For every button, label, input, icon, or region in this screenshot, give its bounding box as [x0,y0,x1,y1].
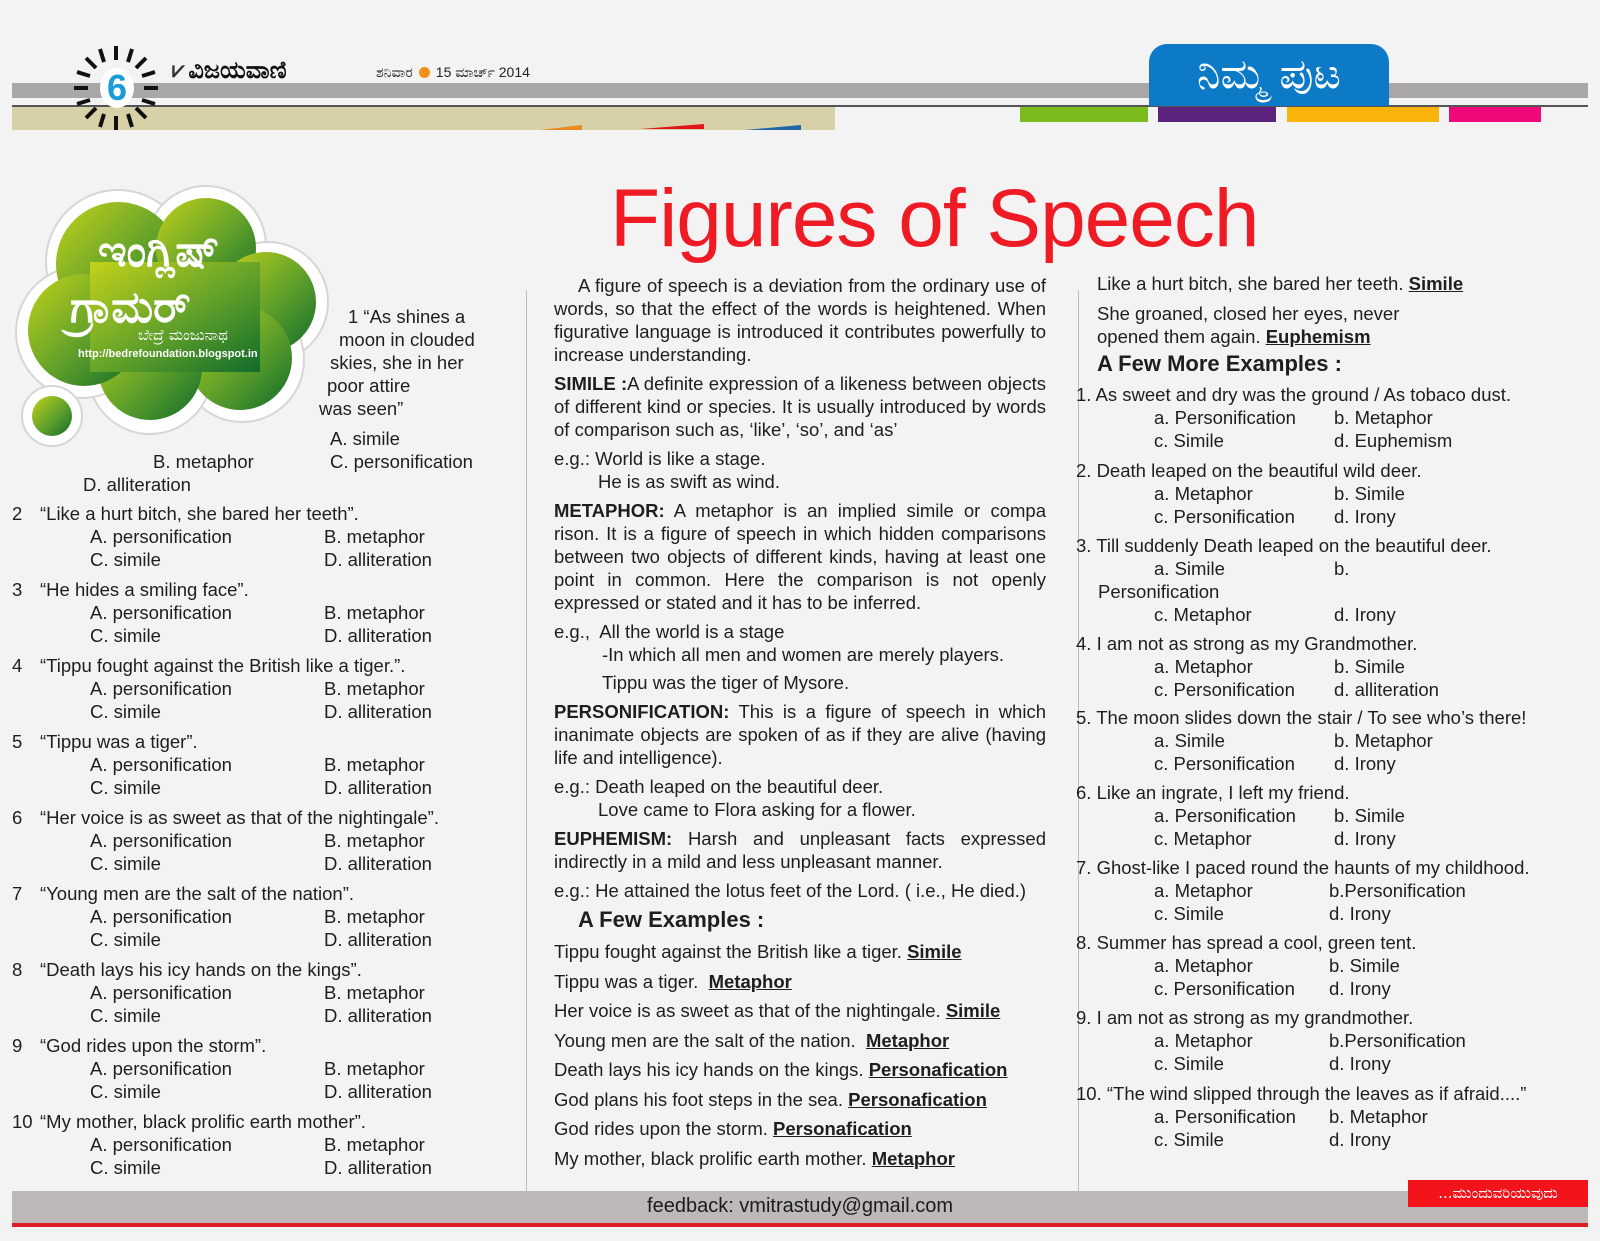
simile-text: A definite expression of a likeness between objects of different kind or species. It is usually introduced by words of comparison such as, ‘like’, ‘so’, and ‘as’ [554,373,1046,440]
option-d: D. alliteration [324,1157,432,1178]
option-b: b. Simile [1334,483,1405,504]
q1-option-c: C. personification [330,451,473,472]
question-text: “Tippu was a tiger”. [40,731,198,752]
q1-line: moon in clouded [339,329,475,350]
option-b: b. Simile [1329,955,1400,976]
author-name: ಬೇದ್ರೆ ಮಂಜುನಾಥ [138,326,228,344]
option-a: A. personification [90,754,232,775]
option-b: b. Metaphor [1334,730,1433,751]
option-a: A. personification [90,1134,232,1155]
example-sentence: She groaned, closed her eyes, never [1097,303,1400,324]
example-sentence: My mother, black prolific earth mother. [554,1147,867,1169]
option-c: c. Simile [1154,1053,1224,1074]
question-number: 2 [12,503,23,524]
eg-label: e.g.: [554,776,590,797]
option-b: b. Simile [1334,805,1405,826]
option-a: A. personification [90,602,232,623]
option-d: d. alliteration [1334,679,1439,700]
more-example-question [1076,459,1598,528]
option-d: d. Irony [1334,506,1396,527]
example-answer: Simile [1408,273,1464,294]
column-divider [1078,290,1079,1200]
option-b-wrap: Personification [1098,581,1220,602]
example-answer: Personafication [773,1118,912,1139]
euphemism-term: EUPHEMISM: [554,828,673,849]
example-answer: Metaphor [708,970,792,992]
example-item [554,996,1046,1026]
q1-line: was seen” [319,398,404,419]
option-a: A. personification [90,1058,232,1079]
option-c: C. simile [90,1157,161,1178]
more-example-question [1076,1082,1598,1151]
option-d: d. Irony [1329,903,1391,924]
question-text: 5. The moon slides down the stair / To see who’s there! [1076,707,1527,728]
metaphor-text: A metaphor is an implied simile or compa rison. It is a figure of speech in which hidden comparisons between two objects of different kinds, having at least one point in common. Here the comparison is not openly expressed or stated and it has to be inferred. [554,500,1046,613]
example-sentence: opened them again. [1097,326,1261,347]
option-c: C. simile [90,625,161,646]
question-number: 10 [12,1111,33,1132]
eg-label: e.g., [554,621,590,642]
q1-option-a: A. simile [330,428,400,449]
example-answer: Euphemism [1265,326,1371,347]
example-item [554,1055,1046,1085]
more-examples-heading: A Few More Examples : [1097,351,1342,376]
color-bar-purple [1158,107,1276,122]
question-number: 3 [12,579,23,600]
newspaper-name: ವಿಜಯವಾಣಿ [188,56,287,84]
quiz-question [12,578,492,647]
example-answer: Simile [907,941,962,962]
option-b: B. metaphor [324,982,425,1003]
option-c: C. simile [90,929,161,950]
quiz-question [12,806,492,875]
example-sentence: Young men are the salt of the nation. [554,1029,856,1051]
question-text: “Her voice is as sweet as that of the nightingale”. [40,807,439,828]
quiz-question [12,958,492,1027]
option-b: b.Personification [1329,1030,1466,1051]
option-d: d. Irony [1329,978,1391,999]
newspaper-logo [172,56,287,84]
euphemism-examples [554,879,1046,902]
question-text: “Death lays his icy hands on the kings”. [40,959,362,980]
question-number: 6 [12,807,23,828]
question-text: “God rides upon the storm”. [40,1035,267,1056]
option-d: d. Irony [1329,1053,1391,1074]
option-a: A. personification [90,906,232,927]
example: World is like a stage. [595,448,766,469]
option-c: c. Personification [1154,978,1295,999]
example-answer: Personafication [868,1059,1008,1080]
more-example-question [1076,534,1598,626]
option-a: a. Metaphor [1154,483,1253,504]
option-a: a. Metaphor [1154,1030,1253,1051]
option-a: a. Personification [1154,407,1296,428]
page-title: Figures of Speech [610,173,1259,264]
question-number: 7 [12,883,23,904]
question-number: 8 [12,959,23,980]
example-item [554,1026,1046,1056]
personification-examples [554,775,1046,821]
option-d: d. Irony [1334,828,1396,849]
option-b: B. metaphor [324,526,425,547]
example: He attained the lotus feet of the Lord. ( i.e., He died.) [595,880,1027,901]
example-answer: Personafication [848,1088,987,1110]
euphemism-text: Harsh and unpleasant facts expressed indirectly in a mild and less unpleasant manner. [554,828,1046,872]
q1-line: 1 “As shines a [348,306,466,327]
example-answer: Metaphor [871,1147,955,1169]
dateline [376,64,530,81]
example-sentence: Tippu fought against the British like a tiger. [554,941,902,962]
personification-term: PERSONIFICATION: [554,701,730,722]
quiz-question [12,882,492,951]
more-example-question [1076,781,1598,850]
option-c: C. simile [90,1005,161,1026]
example: All the world is a stage [599,621,785,642]
logo-line1: ಇಂಗ್ಲಿಷ್ [98,226,220,277]
option-b: b. [1334,558,1350,579]
more-example-question [1076,383,1598,452]
question-text: 10. “The wind slipped through the leaves as if afraid....” [1076,1083,1527,1104]
option-b: b. Metaphor [1329,1106,1428,1127]
question-text: “Like a hurt bitch, she bared her teeth”. [40,503,359,524]
option-d: D. alliteration [324,1081,432,1102]
option-b: b. Metaphor [1334,407,1433,428]
option-b: b. Simile [1334,656,1405,677]
option-b: B. metaphor [324,678,425,699]
q1-option-b: B. metaphor [153,451,254,472]
option-d: D. alliteration [324,777,432,798]
q1-option-d: D. alliteration [83,474,191,495]
question-text: 9. I am not as strong as my grandmother. [1076,1007,1414,1028]
english-grammar-logo [10,182,332,457]
option-b: b.Personification [1329,880,1466,901]
option-c: c. Simile [1154,430,1224,451]
column-divider [526,290,527,1200]
bullet-dot-icon [419,67,430,78]
option-a: a. Simile [1154,558,1225,579]
option-d: D. alliteration [324,701,432,722]
blog-url: http://bedrefoundation.blogspot.in [78,348,258,360]
example-item [554,1085,1046,1115]
example-sentence: Tippu was a tiger. [554,970,699,992]
metaphor-examples [554,620,1046,694]
option-a: a. Metaphor [1154,955,1253,976]
question-text: 2. Death leaped on the beautiful wild deer. [1076,460,1422,481]
option-d: D. alliteration [324,625,432,646]
example-answer: Metaphor [865,1029,950,1051]
question-text: 8. Summer has spread a cool, green tent. [1076,932,1417,953]
simile-term: SIMILE : [554,373,628,394]
simile-definition [554,372,1046,441]
option-d: D. alliteration [324,1005,432,1026]
continued-label: ...ಮುಂದುವರಿಯುವುದು [1408,1180,1588,1207]
example-sentence: God rides upon the storm. [554,1118,768,1139]
question-text: “Young men are the salt of the nation”. [40,883,355,904]
more-example-question [1076,931,1598,1000]
option-b: B. metaphor [324,1058,425,1079]
option-c: C. simile [90,701,161,722]
example-sentence: God plans his foot steps in the sea. [554,1088,843,1110]
option-a: a. Simile [1154,730,1225,751]
option-b: B. metaphor [324,754,425,775]
option-c: c. Simile [1154,903,1224,924]
option-d: D. alliteration [324,929,432,950]
example: -In which all men and women are merely players. [602,644,1005,665]
euphemism-definition [554,827,1046,873]
option-a: A. personification [90,678,232,699]
option-d: d. Euphemism [1334,430,1453,451]
option-d: D. alliteration [324,549,432,570]
q1-line: poor attire [327,375,411,396]
example-item [554,937,1046,967]
option-c: c. Personification [1154,679,1295,700]
bird-logo-icon: ⩗ [172,57,185,83]
example: Love came to Flora asking for a flower. [598,799,916,820]
option-d: D. alliteration [324,853,432,874]
question-text: “My mother, black prolific earth mother”. [40,1111,366,1132]
example-item [554,967,1046,997]
quiz-question [12,1034,492,1103]
question-text: “He hides a smiling face”. [40,579,249,600]
metaphor-definition [554,499,1046,614]
few-examples-list [554,937,1046,1173]
option-c: c. Simile [1154,1129,1224,1150]
q1-line: skies, she in her [330,352,464,373]
question-number: 9 [12,1035,23,1056]
question-text: 1. As sweet and dry was the ground / As tobaco dust. [1076,384,1512,405]
quiz-question [12,654,492,723]
option-c: C. simile [90,853,161,874]
question-text: 7. Ghost-like I paced round the haunts of my childhood. [1076,857,1530,878]
option-c: c. Metaphor [1154,828,1252,849]
option-b: B. metaphor [324,906,425,927]
option-c: C. simile [90,549,161,570]
eg-label: e.g.: [554,448,590,469]
metaphor-term: METAPHOR: [554,500,665,521]
definitions-column [554,274,1046,1173]
option-d: d. Irony [1334,753,1396,774]
example-item [1097,272,1463,295]
few-examples-heading: A Few Examples : [578,907,765,932]
eg-label: e.g.: [554,880,590,901]
option-a: a. Metaphor [1154,656,1253,677]
question-text: 6. Like an ingrate, I left my friend. [1076,782,1350,803]
example-item [1097,302,1399,348]
feedback-email: feedback: vmitrastudy@gmail.com [647,1195,953,1217]
option-b: B. metaphor [324,830,425,851]
footer-red-rule [12,1223,1588,1227]
option-a: A. personification [90,982,232,1003]
quiz-question [12,502,492,571]
question-text: 3. Till suddenly Death leaped on the beautiful deer. [1076,535,1492,556]
option-c: c. Metaphor [1154,604,1252,625]
option-d: d. Irony [1329,1129,1391,1150]
section-title-tab: ನಿಮ್ಮ ಪುಟ [1149,44,1389,106]
example: Death leaped on the beautiful deer. [595,776,884,797]
option-a: a. Metaphor [1154,880,1253,901]
personification-text: This is a figure of speech in which inanimate objects are spoken of as if they are alive (having life and intelligence). [554,701,1046,768]
example: He is as swift as wind. [598,471,780,492]
quiz-question [12,730,492,799]
example-item [554,1114,1046,1144]
option-a: a. Personification [1154,805,1296,826]
option-b: B. metaphor [324,602,425,623]
more-example-question [1076,1006,1598,1075]
option-a: a. Personification [1154,1106,1296,1127]
option-d: d. Irony [1334,604,1396,625]
more-example-question [1076,632,1598,701]
question-number: 4 [12,655,23,676]
color-bar-pink [1449,107,1541,122]
example-sentence: Like a hurt bitch, she bared her teeth. [1097,273,1404,294]
option-a: A. personification [90,526,232,547]
date: 15 ಮಾರ್ಚ್ 2014 [435,64,530,80]
option-a: A. personification [90,830,232,851]
more-example-question [1076,856,1598,925]
simile-examples [554,447,1046,493]
page-number: 6 [100,68,134,108]
more-example-question [1076,706,1598,775]
example-item [554,1144,1046,1174]
color-bar-yellow [1287,107,1439,122]
option-c: c. Personification [1154,506,1295,527]
personification-definition [554,700,1046,769]
question-text: 4. I am not as strong as my Grandmother. [1076,633,1418,654]
intro-paragraph: A figure of speech is a deviation from the ordinary use of words, so that the effect of the words is heightened. When figurative language is introduced it contributes powerfully to increase understanding. [554,275,1046,365]
question-text: “Tippu fought against the British like a tiger.”. [40,655,406,676]
example: Tippu was the tiger of Mysore. [602,672,850,693]
logo-line2: ಗ್ರಾಮರ್ [70,282,191,333]
option-c: C. simile [90,777,161,798]
question-number: 5 [12,731,23,752]
color-bar-green [1020,107,1148,122]
example-answer: Simile [945,1000,1001,1021]
option-b: B. metaphor [324,1134,425,1155]
example-sentence: Her voice is as sweet as that of the nightingale. [554,1000,941,1021]
option-c: C. simile [90,1081,161,1102]
option-c: c. Personification [1154,753,1295,774]
example-sentence: Death lays his icy hands on the kings. [554,1059,864,1080]
quiz-question [12,1110,492,1179]
day: ಶನಿವಾರ [376,64,413,80]
